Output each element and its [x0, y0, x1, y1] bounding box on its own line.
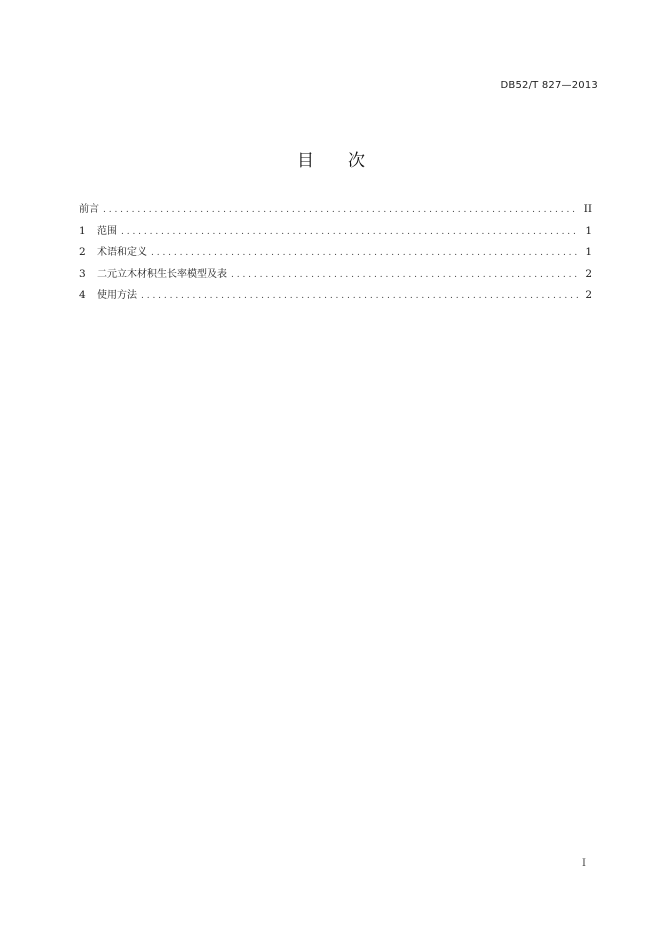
- toc-leader-dots: [121, 222, 578, 243]
- toc-entry-label: 前言: [79, 204, 99, 215]
- toc-leader-dots: [103, 200, 578, 221]
- standard-code: DB52/T 827—2013: [500, 80, 598, 91]
- toc-entry-page: II: [583, 203, 592, 215]
- toc-entry-label: 术语和定义: [97, 247, 147, 258]
- toc-entry-number: 4: [79, 289, 86, 301]
- toc-entry-model[interactable]: [79, 264, 592, 286]
- toc-entry-preface[interactable]: [79, 199, 592, 221]
- toc-entry-page: 1: [585, 246, 592, 258]
- page-number: I: [582, 858, 586, 869]
- table-of-contents: [79, 199, 592, 307]
- toc-entry-page: 1: [585, 224, 592, 237]
- toc-entry-label: 二元立木材积生长率模型及表: [97, 268, 227, 280]
- toc-entry-page: 2: [585, 289, 592, 301]
- toc-entry-number: 2: [79, 246, 86, 258]
- toc-entry-terms[interactable]: [79, 242, 592, 264]
- toc-leader-dots: [141, 286, 578, 307]
- toc-entry-number: 1: [79, 224, 86, 237]
- toc-title-part-2: 次: [348, 151, 365, 171]
- toc-entry-label: 使用方法: [97, 290, 137, 301]
- toc-entry-scope[interactable]: [79, 221, 592, 243]
- toc-leader-dots: [151, 243, 578, 264]
- toc-leader-dots: [231, 265, 578, 286]
- toc-title: [0, 146, 662, 171]
- toc-title-part-1: 目: [297, 151, 314, 171]
- toc-entry-page: 2: [585, 267, 592, 280]
- toc-entry-label: 范围: [97, 225, 117, 237]
- toc-entry-usage[interactable]: [79, 285, 592, 307]
- toc-entry-number: 3: [79, 267, 86, 280]
